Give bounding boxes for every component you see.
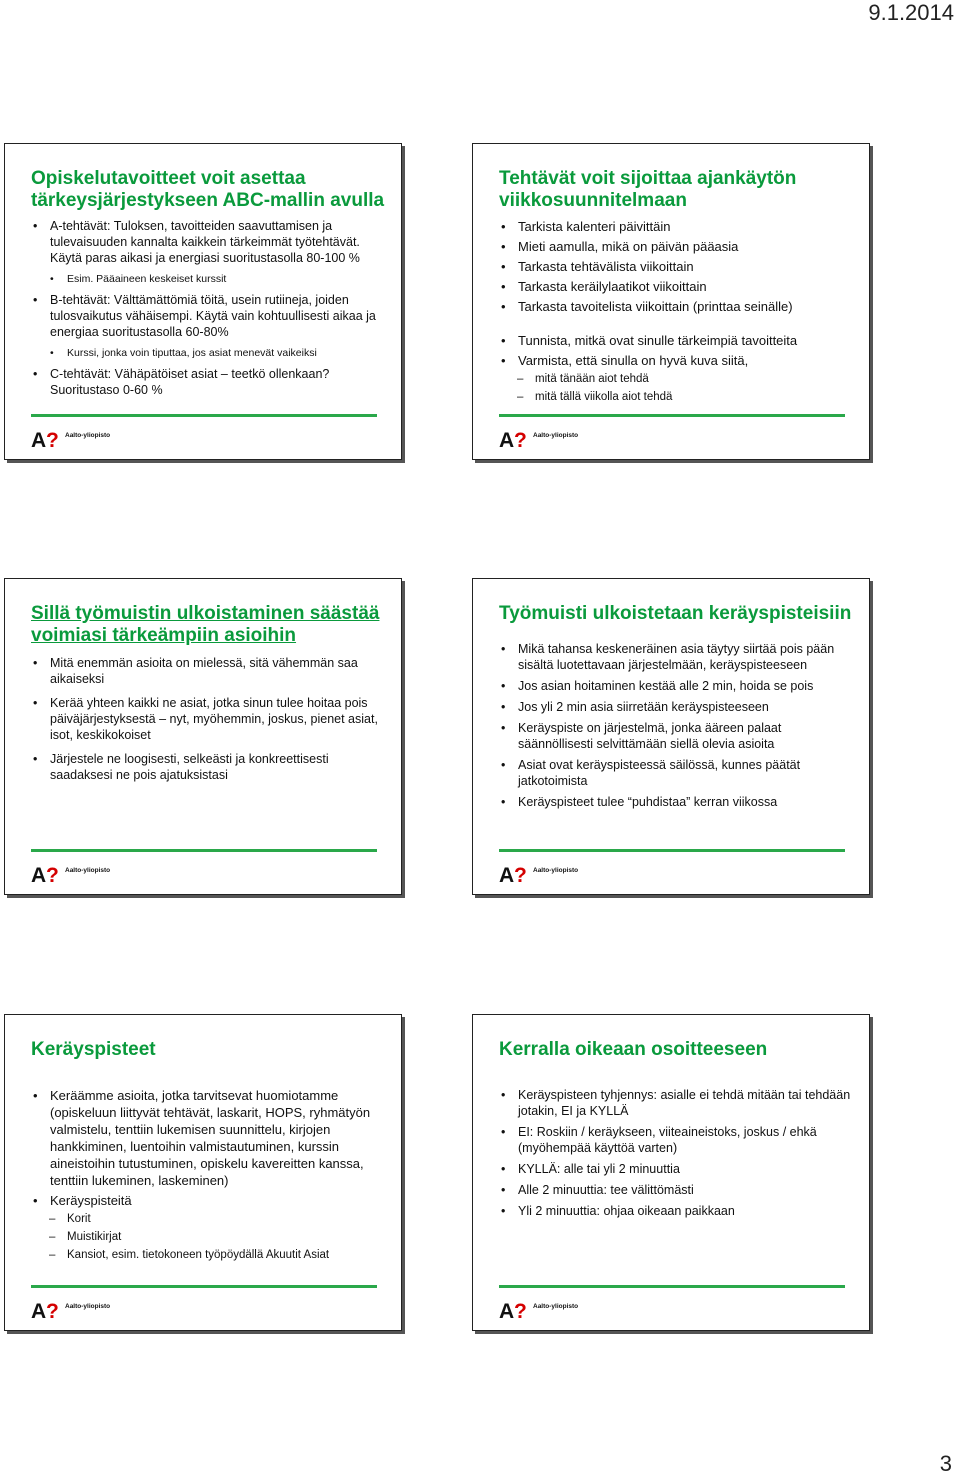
slide-weekly-plan (472, 143, 870, 460)
slide-collection-points (472, 578, 870, 895)
slide-outsourcing-memory (4, 578, 402, 895)
aalto-logo (499, 1299, 578, 1321)
list-item: • Kerää yhteen kaikki ne asiat, jotka sinun tulee hoitaa pois päiväjärjestyksestä – nyt, myöhemmin, joskus, pienet asiat, isot, keskikokoiset (31, 695, 387, 743)
aalto-logo (31, 1299, 110, 1321)
logo-text: Aalto-yliopisto (533, 866, 579, 874)
list-item: • Varmista, että sinulla on hyvä kuva siitä, (499, 352, 855, 369)
svg-text:A: A (499, 1300, 515, 1321)
divider (31, 1285, 377, 1288)
page-number: 3 (939, 1451, 952, 1476)
slide-kerayspisteet (4, 1014, 402, 1331)
list-item: • Tarkasta tehtävälista viikoittain (499, 258, 855, 275)
logo-text: Aalto-yliopisto (533, 1302, 579, 1310)
svg-text:?: ? (46, 429, 59, 450)
list-item: • C-tehtävät: Vähäpätöiset asiat – teetkö ollenkaan? Suoritustaso 0-60 % (31, 366, 387, 398)
divider (31, 414, 377, 417)
aalto-logo (31, 863, 110, 885)
logo-text: Aalto-yliopisto (533, 431, 579, 439)
divider (499, 849, 845, 852)
slide-abc-model (4, 143, 402, 460)
list-item: • Asiat ovat keräyspisteessä säilössä, kunnes päätät jatkotoimista (499, 757, 855, 789)
list-item: • Yli 2 minuuttia: ohjaa oikeaan paikkaan (499, 1203, 855, 1219)
logo-text: Aalto-yliopisto (65, 431, 111, 439)
logo-text: Aalto-yliopisto (65, 866, 111, 874)
list-item: – mitä tänään aiot tehdä (499, 372, 855, 387)
list-item: • Keräyspiste on järjestelmä, jonka ääreen palaat säännöllisesti selvittämään siellä olevia asioita (499, 720, 855, 752)
list-item: • Tarkista kalenteri päivittäin (499, 218, 855, 235)
svg-text:A: A (31, 1300, 47, 1321)
divider (31, 849, 377, 852)
svg-text:?: ? (514, 1300, 527, 1321)
page-date: 9.1.2014 (868, 0, 954, 25)
list-item: • A-tehtävät: Tuloksen, tavoitteiden saavuttamisen ja tulevaisuuden kannalta kaikkein tärkeimmät työtehtävät. Käytä paras aikasi ja energiasi suoritustasolla 80-100 % (31, 218, 387, 266)
list-item: • Tarkasta tavoitelista viikoittain (printtaa seinälle) (499, 298, 855, 315)
list-item: • Keräyspisteen tyhjennys: asialle ei tehdä mitään tai tehdään jotakin, EI ja KYLLÄ (499, 1087, 855, 1119)
svg-text:A: A (31, 429, 47, 450)
slide-title: Keräyspisteet (31, 1039, 156, 1060)
svg-text:?: ? (514, 429, 527, 450)
list-item: • EI: Roskiin / keräykseen, viiteaineistoks, joskus / ehkä (myöhempää käyttöä varten) (499, 1124, 855, 1156)
slide-title: Sillä työmuistin ulkoistaminen säästää voimiasi tärkeämpiin asioihin (31, 603, 380, 646)
list-item: • Keräämme asioita, jotka tarvitsevat huomiotamme (opiskeluun liittyvät tehtävät, laskarit, HOPS, ryhmätyön valmistelu, tenttiin lukemisen suunnittelu, kirjojen hankkiminen, luentoihin valmistautuminen, kurssin aineistoihin tutustuminen, opiskelu kavereitten kanssa, tenttiin lukeminen, laskeminen) (31, 1087, 387, 1189)
aalto-logo (31, 428, 110, 450)
svg-text:A: A (499, 864, 515, 885)
svg-text:?: ? (46, 1300, 59, 1321)
list-item: • Jos asian hoitaminen kestää alle 2 min, hoida se pois (499, 678, 855, 694)
list-item: • Tarkasta keräilylaatikot viikoittain (499, 278, 855, 295)
list-item: – Muistikirjat (31, 1230, 387, 1245)
list-item: – Korit (31, 1212, 387, 1227)
list-item: – mitä tällä viikolla aiot tehdä (499, 390, 855, 405)
list-item: • Keräyspisteet tulee “puhdistaa” kerran viikossa (499, 794, 855, 810)
list-item: • B-tehtävät: Välttämättömiä töitä, usein rutiineja, joiden tulosvaikutus vähäisempi. Käytä vain kohtuullisesti aikaa ja energiaa suoritustasolla 60-80% (31, 292, 387, 340)
list-item: • KYLLÄ: alle tai yli 2 minuuttia (499, 1161, 855, 1177)
divider (499, 414, 845, 417)
slide-title: Tehtävät voit sijoittaa ajankäytön viikkosuunnitelmaan (499, 168, 797, 211)
list-item: • Tunnista, mitkä ovat sinulle tärkeimpiä tavoitteita (499, 332, 855, 349)
slide-title: Kerralla oikeaan osoitteeseen (499, 1039, 768, 1060)
list-item: • Keräyspisteitä (31, 1192, 387, 1209)
list-item: • Mieti aamulla, mikä on päivän pääasia (499, 238, 855, 255)
list-item: • Jos yli 2 min asia siirretään keräyspisteeseen (499, 699, 855, 715)
svg-text:?: ? (46, 864, 59, 885)
svg-text:A: A (499, 429, 515, 450)
aalto-logo (499, 428, 578, 450)
list-item: • Järjestele ne loogisesti, selkeästi ja konkreettisesti saadaksesi ne pois ajatuksistasi (31, 751, 387, 783)
divider (499, 1285, 845, 1288)
slide-right-address (472, 1014, 870, 1331)
svg-text:A: A (31, 864, 47, 885)
slide-title: Opiskelutavoitteet voit asettaa tärkeysjärjestykseen ABC-mallin avulla (31, 168, 385, 211)
slide-title: Työmuisti ulkoistetaan keräyspisteisiin (499, 603, 852, 624)
list-item: • Kurssi, jonka voin tiputtaa, jos asiat menevät vaikeiksi (31, 345, 387, 361)
list-item: • Esim. Pääaineen keskeiset kurssit (31, 271, 387, 287)
aalto-logo (499, 863, 578, 885)
list-item: – Kansiot, esim. tietokoneen työpöydällä Akuutit Asiat (31, 1248, 387, 1263)
list-item: • Mitä enemmän asioita on mielessä, sitä vähemmän saa aikaiseksi (31, 655, 387, 687)
list-item: • Alle 2 minuuttia: tee välittömästi (499, 1182, 855, 1198)
svg-text:?: ? (514, 864, 527, 885)
logo-text: Aalto-yliopisto (65, 1302, 111, 1310)
list-item: • Mikä tahansa keskeneräinen asia täytyy siirtää pois pään sisältä luotettavaan järjestelmään, keräyspisteeseen (499, 641, 855, 673)
